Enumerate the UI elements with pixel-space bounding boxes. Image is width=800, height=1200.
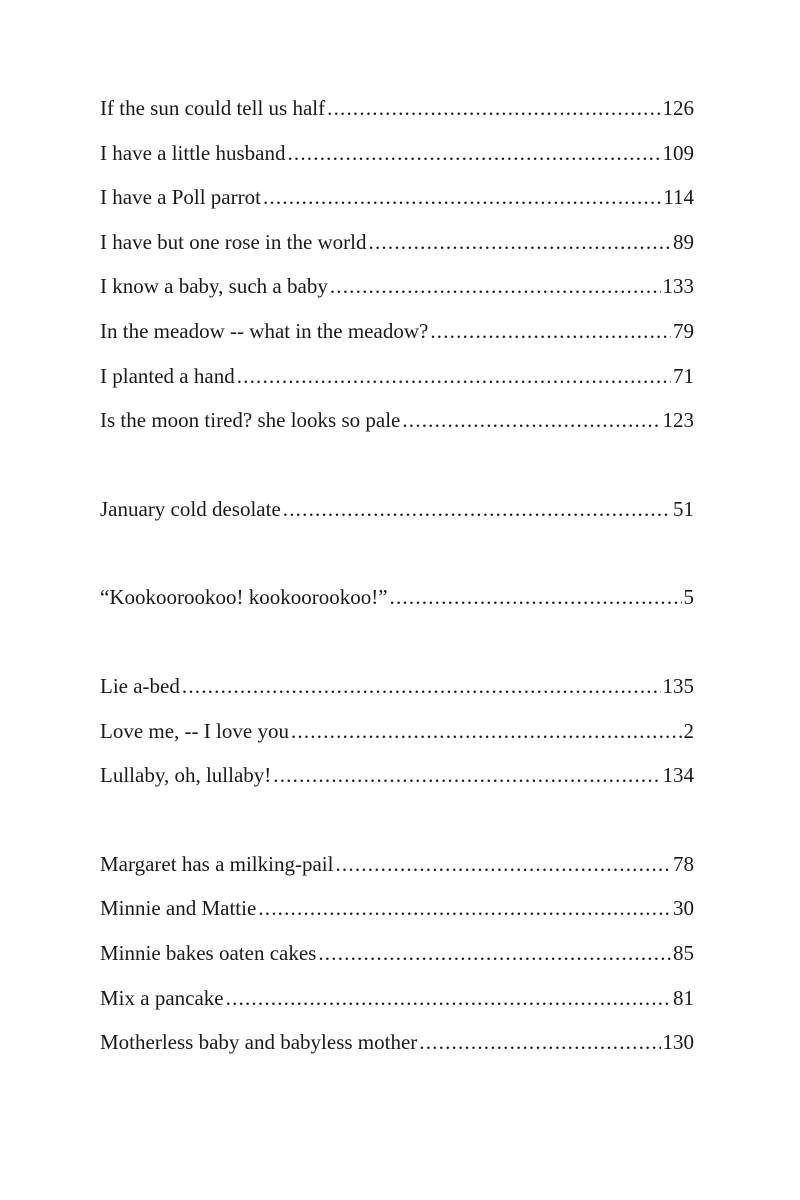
toc-entry (100, 709, 694, 754)
toc-entry-page: 78 (673, 851, 694, 876)
toc-entry-title: January cold desolate (100, 496, 281, 521)
toc-entry-title: Love me, -- I love you (100, 718, 289, 743)
toc-group-j (100, 487, 694, 532)
toc-entry-page: 51 (673, 496, 694, 521)
toc-entry-title: “Kookoorookoo! kookoorookoo!” (100, 585, 388, 610)
dot-leader (335, 842, 671, 887)
toc-entry (100, 931, 694, 976)
toc-entry-page: 123 (662, 408, 694, 433)
toc-entry-page: 133 (662, 274, 694, 299)
toc-entry-title: I have a little husband (100, 140, 286, 165)
table-of-contents (100, 86, 694, 1065)
toc-entry (100, 664, 694, 709)
toc-entry (100, 753, 694, 798)
toc-group-k (100, 575, 694, 620)
dot-leader (419, 1020, 660, 1065)
dot-leader (287, 131, 660, 176)
toc-entry-title: I have but one rose in the world (100, 229, 367, 254)
toc-entry (100, 398, 694, 443)
toc-entry-title: Motherless baby and babyless mother (100, 1030, 418, 1055)
toc-entry (100, 86, 694, 131)
dot-leader (182, 664, 661, 709)
dot-leader (258, 886, 671, 931)
toc-entry-title: Minnie bakes oaten cakes (100, 940, 317, 965)
dot-leader (402, 398, 660, 443)
dot-leader (330, 264, 661, 309)
toc-entry-page: 109 (662, 140, 694, 165)
dot-leader (237, 354, 671, 399)
toc-entry-title: Lullaby, oh, lullaby! (100, 763, 272, 788)
dot-leader (369, 220, 671, 265)
toc-group-i (100, 86, 694, 443)
toc-entry (100, 264, 694, 309)
toc-entry (100, 842, 694, 887)
toc-group-l (100, 664, 694, 798)
toc-entry-page: 130 (662, 1030, 694, 1055)
toc-entry (100, 886, 694, 931)
toc-entry (100, 175, 694, 220)
toc-entry-title: Minnie and Mattie (100, 896, 257, 921)
dot-leader (283, 487, 671, 532)
dot-leader (263, 175, 661, 220)
toc-entry-page: 135 (662, 673, 694, 698)
toc-entry-page: 85 (673, 940, 694, 965)
toc-entry-page: 2 (683, 718, 694, 743)
toc-entry-page: 79 (673, 318, 694, 343)
dot-leader (291, 709, 682, 754)
toc-entry-page: 71 (673, 363, 694, 388)
toc-entry (100, 220, 694, 265)
dot-leader (273, 753, 660, 798)
toc-entry-title: Is the moon tired? she looks so pale (100, 408, 401, 433)
toc-entry-page: 89 (673, 229, 694, 254)
toc-entry (100, 309, 694, 354)
toc-group-m (100, 842, 694, 1065)
toc-entry-title: In the meadow -- what in the meadow? (100, 318, 429, 343)
toc-entry-page: 81 (673, 985, 694, 1010)
toc-entry-title: I have a Poll parrot (100, 185, 261, 210)
toc-entry (100, 131, 694, 176)
toc-entry-title: I know a baby, such a baby (100, 274, 328, 299)
toc-entry-page: 5 (683, 585, 694, 610)
toc-entry (100, 354, 694, 399)
toc-entry (100, 575, 694, 620)
toc-entry-page: 114 (663, 185, 694, 210)
dot-leader (390, 575, 682, 620)
toc-entry-title: Margaret has a milking-pail (100, 851, 334, 876)
dot-leader (318, 931, 671, 976)
toc-entry-title: Mix a pancake (100, 985, 224, 1010)
toc-entry-page: 30 (673, 896, 694, 921)
toc-entry-page: 134 (662, 763, 694, 788)
dot-leader (327, 86, 660, 131)
toc-entry (100, 1020, 694, 1065)
toc-entry-page: 126 (662, 96, 694, 120)
toc-entry-title: I planted a hand (100, 363, 235, 388)
toc-entry-title: If the sun could tell us half (100, 96, 326, 120)
dot-leader (430, 309, 671, 354)
toc-entry-title: Lie a-bed (100, 673, 180, 698)
dot-leader (226, 976, 671, 1021)
toc-entry (100, 976, 694, 1021)
toc-entry (100, 487, 694, 532)
